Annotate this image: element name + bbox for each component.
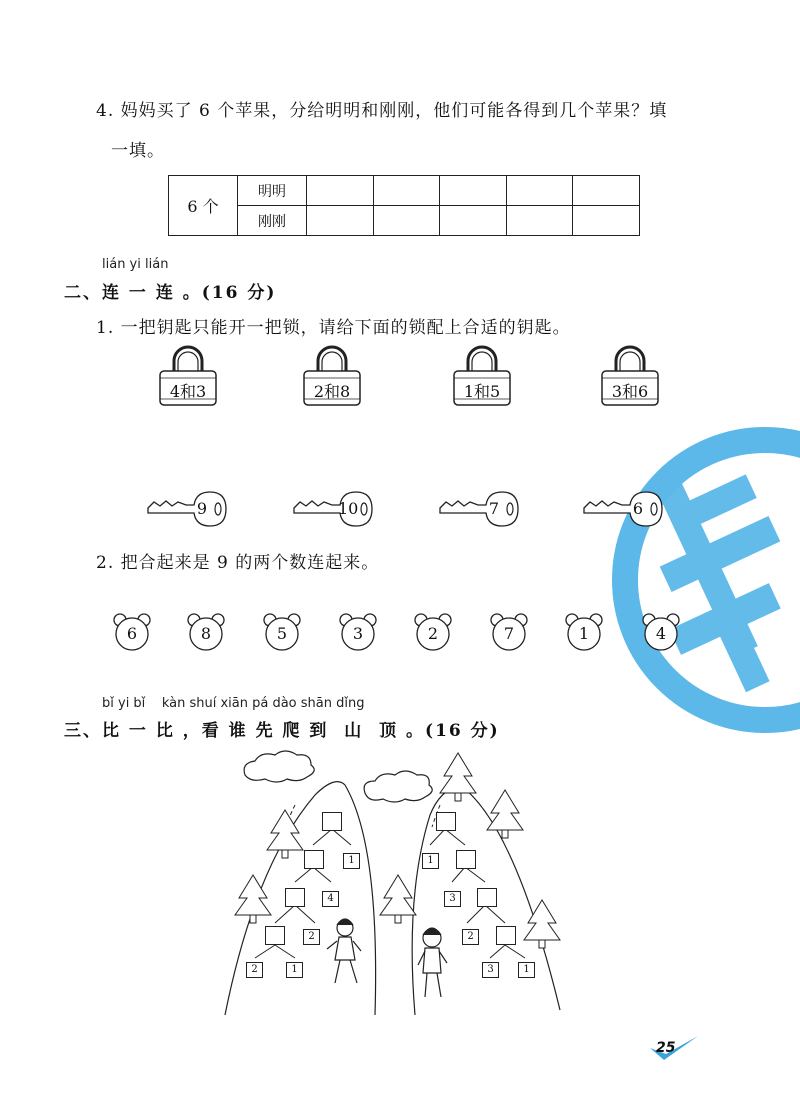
right-tree-box[interactable]	[456, 850, 476, 869]
key-label: 6	[632, 499, 644, 518]
watermark-stamp	[600, 420, 800, 740]
lock-label: 3和6	[611, 382, 649, 401]
bear-number: 1	[578, 624, 590, 643]
blank-cell[interactable]	[440, 206, 507, 236]
key-3[interactable]	[438, 488, 522, 530]
key-icon	[582, 488, 666, 530]
bear-number: 5	[276, 624, 288, 643]
total-cell: 6 个	[169, 176, 238, 236]
left-tree-box[interactable]	[285, 888, 305, 907]
blank-cell[interactable]	[506, 206, 573, 236]
key-2[interactable]	[292, 488, 376, 530]
lock-label: 4和3	[169, 382, 207, 401]
blank-cell[interactable]	[373, 176, 440, 206]
bear-number: 2	[427, 624, 439, 643]
right-tree-box[interactable]	[496, 926, 516, 945]
left-tree-number-box: 4	[322, 891, 339, 907]
bear-number: 6	[126, 624, 138, 643]
left-tree-number-box: 2	[246, 962, 263, 978]
left-tree-box[interactable]	[304, 850, 324, 869]
boy-climber-icon	[418, 928, 447, 997]
left-tree-number-box: 2	[303, 929, 320, 945]
apple-split-table	[168, 175, 640, 236]
lock-3[interactable]	[450, 345, 514, 409]
blank-cell[interactable]	[440, 176, 507, 206]
key-4[interactable]	[582, 488, 666, 530]
pine-tree-icon	[380, 875, 416, 923]
lock-label: 2和8	[313, 382, 351, 401]
left-tree-number-box: 1	[343, 853, 360, 869]
cloud-icon	[364, 771, 432, 802]
page-number: 25	[656, 1040, 676, 1056]
question-4-line1: 4. 妈妈买了 6 个苹果，分给明明和刚刚，他们可能各得到几个苹果？填	[96, 101, 668, 121]
bear-8[interactable]	[640, 610, 682, 652]
right-tree-top-box[interactable]	[436, 812, 456, 831]
key-label: 9	[196, 499, 208, 518]
right-tree-box[interactable]	[477, 888, 497, 907]
key-icon	[146, 488, 230, 530]
pine-tree-icon	[524, 900, 560, 948]
blank-cell[interactable]	[307, 176, 374, 206]
key-label: 10	[338, 499, 359, 518]
key-1[interactable]	[146, 488, 230, 530]
key-icon	[292, 488, 376, 530]
bear-2[interactable]	[185, 610, 227, 652]
left-tree-top-box[interactable]	[322, 812, 342, 831]
blank-cell[interactable]	[506, 176, 573, 206]
bear-number: 3	[352, 624, 364, 643]
bear-number: 4	[655, 624, 667, 643]
row-label-mingming: 明明	[238, 176, 307, 206]
blank-cell[interactable]	[573, 206, 640, 236]
lock-2[interactable]	[300, 345, 364, 409]
right-tree-number-box: 1	[422, 853, 439, 869]
row-label-ganggang: 刚刚	[238, 206, 307, 236]
blank-cell[interactable]	[373, 206, 440, 236]
bear-6[interactable]	[488, 610, 530, 652]
girl-climber-icon	[327, 919, 361, 983]
bear-5[interactable]	[412, 610, 454, 652]
blank-cell[interactable]	[573, 176, 640, 206]
key-icon	[438, 488, 522, 530]
bear-7[interactable]	[563, 610, 605, 652]
lock-label: 1和5	[463, 382, 501, 401]
bear-1[interactable]	[111, 610, 153, 652]
right-tree-number-box: 3	[482, 962, 499, 978]
lock-4[interactable]	[598, 345, 662, 409]
bear-number: 7	[503, 624, 515, 643]
right-tree-number-box: 1	[518, 962, 535, 978]
question-4-line2: 一填。	[111, 141, 165, 161]
section-2-q1: 1. 一把钥匙只能开一把锁，请给下面的锁配上合适的钥匙。	[96, 318, 571, 338]
section-2-title: 二、连 一 连 。(16 分)	[64, 283, 277, 303]
bear-number: 8	[200, 624, 212, 643]
right-tree-number-box: 3	[444, 891, 461, 907]
bear-4[interactable]	[337, 610, 379, 652]
lock-1[interactable]	[156, 345, 220, 409]
section-2-q2: 2. 把合起来是 9 的两个数连起来。	[96, 553, 380, 573]
left-tree-number-box: 1	[286, 962, 303, 978]
section-2-pinyin: lián yi lián	[102, 257, 169, 272]
section-3-pinyin: bǐ yi bǐ kàn shuí xiān pá dào shān dǐng	[102, 696, 365, 711]
blank-cell[interactable]	[307, 206, 374, 236]
section-3-title: 三、比 一 比 ，看 谁 先 爬 到 山 顶 。(16 分)	[64, 721, 500, 741]
bear-3[interactable]	[261, 610, 303, 652]
pine-tree-icon	[487, 790, 523, 838]
key-label: 7	[488, 499, 500, 518]
pine-tree-icon	[235, 875, 271, 923]
right-tree-number-box: 2	[462, 929, 479, 945]
left-tree-box[interactable]	[265, 926, 285, 945]
cloud-icon	[244, 751, 314, 782]
mountain-scene	[215, 745, 575, 1025]
